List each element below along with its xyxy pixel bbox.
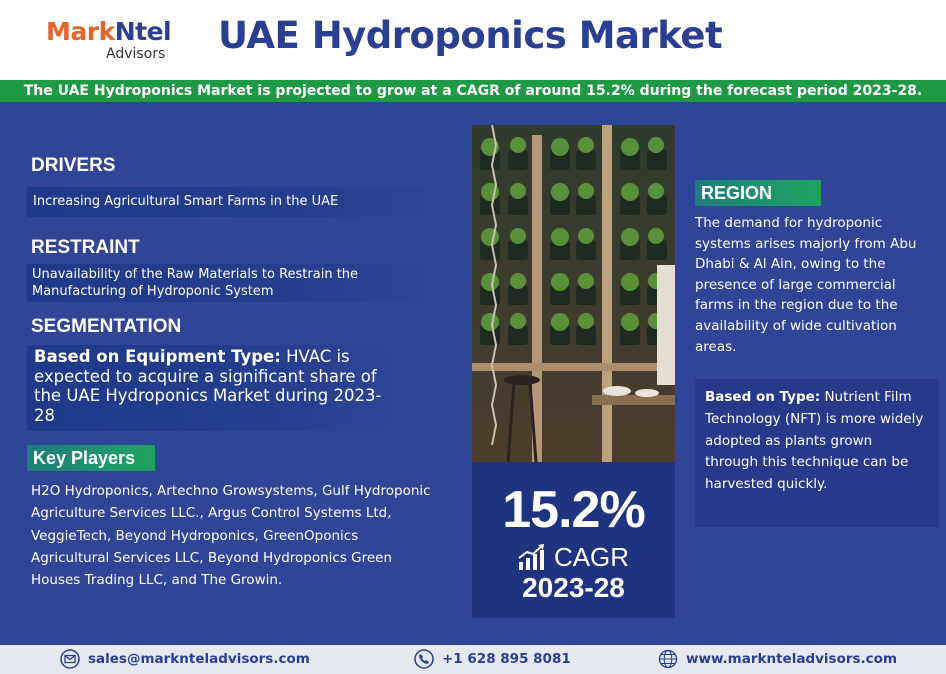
footer-website[interactable]	[658, 649, 897, 669]
footer	[0, 645, 946, 674]
drivers-text: Increasing Agricultural Smart Farms in the UAE	[33, 194, 339, 209]
restraint-text: Unavailability of the Raw Materials to Restrain the Manufacturing of Hydroponic System	[32, 267, 359, 299]
header	[0, 0, 946, 80]
key-players-text: H2O Hydroponics, Artechno Growsystems, Gulf Hydroponic Agriculture Services LLC., Argus Control Systems Ltd, VeggieTech, Beyond Hydroponics, GreenOponics Agricultural Services LLC, Beyond Hydroponics Green Houses Trading LLC, and The Growin.	[31, 483, 431, 589]
segmentation-bold-label: Based on Equipment Type:	[34, 347, 281, 366]
growth-chart-icon	[518, 544, 546, 570]
cagr-stat-box	[472, 462, 675, 618]
globe-icon	[658, 649, 678, 669]
drivers-heading: DRIVERS	[31, 155, 116, 176]
segmentation-text: HVAC is expected to acquire a significant share of the UAE Hydroponics Market during 2023-28	[34, 347, 382, 425]
footer-email-text[interactable]: sales@marknteladvisors.com	[88, 651, 310, 667]
logo-mark-text: Mark	[46, 17, 115, 46]
type-segment-box	[695, 379, 939, 527]
cagr-label-row	[472, 542, 675, 572]
marpntel-logo[interactable]	[46, 18, 186, 70]
restraint-heading: RESTRAINT	[31, 237, 140, 258]
region-text: The demand for hydroponic systems arises majorly from Abu Dhabi & Al Ain, owing to the presence of large commercial farms in the region due to the availability of wide cultivation areas.	[695, 215, 917, 355]
key-players-heading: Key Players	[27, 445, 155, 471]
footer-email[interactable]	[60, 649, 310, 669]
cagr-banner: The UAE Hydroponics Market is projected to grow at a CAGR of around 15.2% during the forecast period 2023-28.	[0, 80, 946, 102]
mail-icon	[60, 649, 80, 669]
hydroponic-wall-image	[472, 125, 675, 462]
page-title: UAE Hydroponics Market	[218, 14, 723, 57]
logo-wordmark	[46, 18, 186, 46]
segmentation-box	[27, 345, 407, 431]
drivers-box	[27, 187, 447, 217]
cagr-period: 2023-28	[522, 572, 625, 603]
type-text: Nutrient Film Technology (NFT) is more widely adopted as plants grown through this technique can be harvested quickly.	[705, 389, 924, 493]
cagr-label: CAGR	[553, 542, 630, 572]
logo-ntel-text: Ntel	[114, 17, 172, 46]
footer-website-text[interactable]: www.marknteladvisors.com	[686, 651, 898, 667]
phone-icon	[414, 649, 434, 669]
restraint-box	[27, 264, 447, 302]
segmentation-heading: SEGMENTATION	[31, 316, 182, 337]
logo-advisors-text: Advisors	[106, 46, 166, 62]
hydroponic-wall-illustration	[472, 125, 675, 462]
footer-phone[interactable]	[414, 649, 571, 669]
region-heading: REGION	[695, 180, 821, 206]
type-bold-label: Based on Type:	[705, 389, 821, 405]
cagr-value: 15.2%	[502, 481, 645, 539]
footer-phone-text[interactable]: +1 628 895 8081	[442, 651, 571, 667]
